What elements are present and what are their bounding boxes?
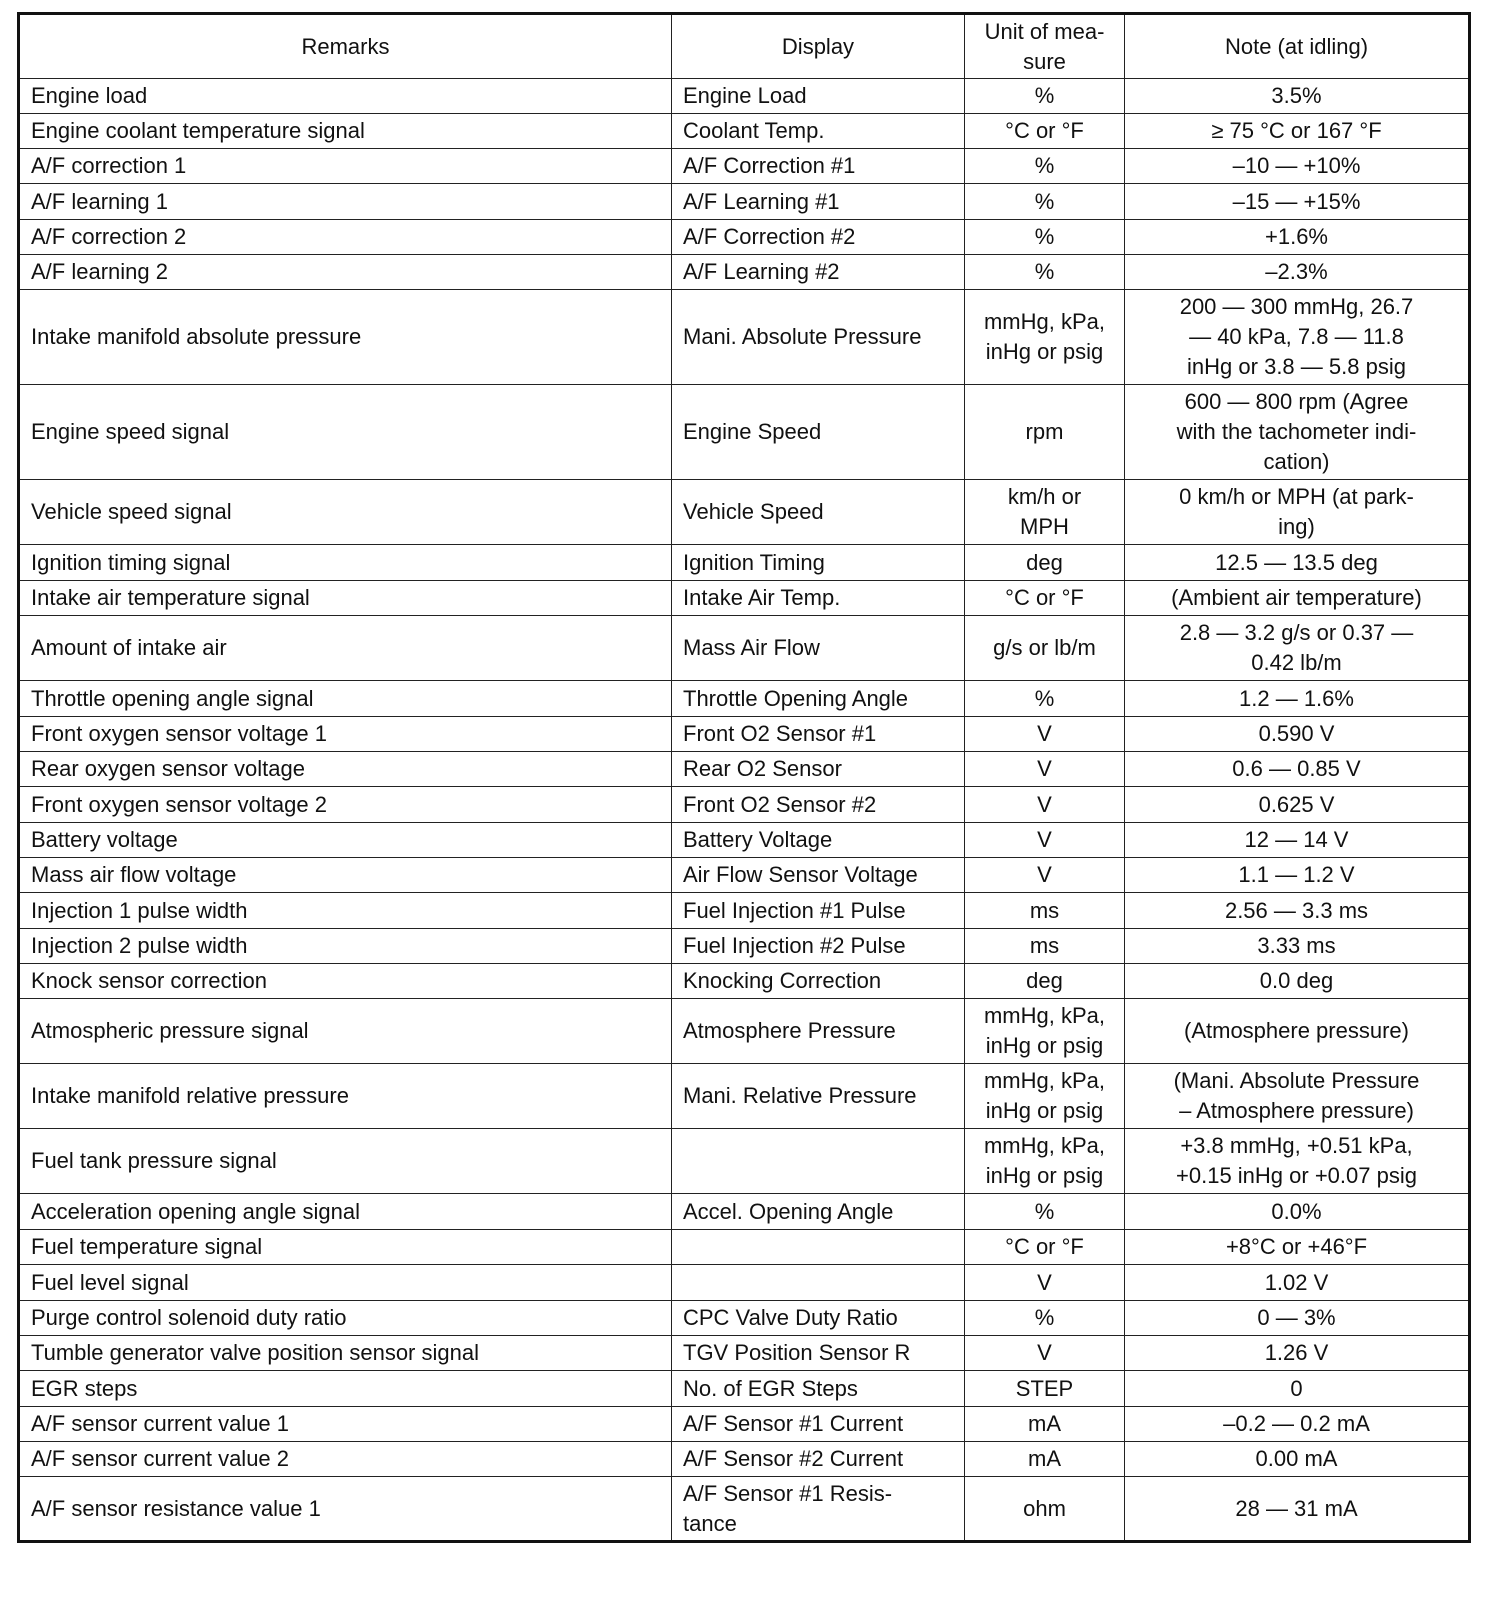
- table-row: [19, 717, 1470, 752]
- display-cell: Vehicle Speed: [672, 480, 965, 545]
- note-cell: +8°C or +46°F: [1125, 1230, 1470, 1265]
- remarks-cell: Engine coolant temperature signal: [19, 114, 672, 149]
- display-cell: A/F Sensor #1 Current: [672, 1407, 965, 1442]
- unit-cell: g/s or lb/m: [965, 616, 1125, 681]
- table-row: [19, 255, 1470, 290]
- display-cell: Fuel Injection #2 Pulse: [672, 929, 965, 964]
- remarks-cell: A/F correction 1: [19, 149, 672, 184]
- unit-cell: V: [965, 858, 1125, 893]
- display-cell: A/F Correction #1: [672, 149, 965, 184]
- table-row: [19, 1371, 1470, 1407]
- display-cell: Mani. Relative Pressure: [672, 1064, 965, 1129]
- remarks-cell: A/F sensor current value 1: [19, 1407, 672, 1442]
- unit-cell: deg: [965, 545, 1125, 581]
- remarks-cell: Battery voltage: [19, 823, 672, 858]
- table-row: [19, 79, 1470, 114]
- note-cell: 1.26 V: [1125, 1336, 1470, 1371]
- table-row: [19, 858, 1470, 893]
- display-cell: Mani. Absolute Pressure: [672, 290, 965, 385]
- remarks-cell: Vehicle speed signal: [19, 480, 672, 545]
- table-row: [19, 999, 1470, 1064]
- display-cell: A/F Learning #2: [672, 255, 965, 290]
- table-row: [19, 1265, 1470, 1301]
- note-cell: 0.6 — 0.85 V: [1125, 752, 1470, 787]
- table-row: [19, 1442, 1470, 1477]
- unit-cell: V: [965, 787, 1125, 823]
- remarks-cell: A/F correction 2: [19, 220, 672, 255]
- remarks-cell: Intake air temperature signal: [19, 581, 672, 616]
- table-row: [19, 114, 1470, 149]
- note-cell: 1.02 V: [1125, 1265, 1470, 1301]
- unit-cell: °C or °F: [965, 1230, 1125, 1265]
- display-cell: A/F Correction #2: [672, 220, 965, 255]
- note-cell: 3.5%: [1125, 79, 1470, 114]
- table-row: [19, 1194, 1470, 1230]
- unit-cell: ohm: [965, 1477, 1125, 1542]
- note-cell: ≥ 75 °C or 167 °F: [1125, 114, 1470, 149]
- remarks-cell: Throttle opening angle signal: [19, 681, 672, 717]
- display-cell: Engine Speed: [672, 385, 965, 480]
- display-cell: Engine Load: [672, 79, 965, 114]
- unit-cell: %: [965, 79, 1125, 114]
- remarks-cell: Engine speed signal: [19, 385, 672, 480]
- table-row: [19, 1064, 1470, 1129]
- note-cell: 0.625 V: [1125, 787, 1470, 823]
- note-cell: 28 — 31 mA: [1125, 1477, 1470, 1542]
- note-cell: 0.00 mA: [1125, 1442, 1470, 1477]
- note-cell: +3.8 mmHg, +0.51 kPa, +0.15 inHg or +0.07 psig: [1125, 1129, 1470, 1194]
- display-cell: [672, 1129, 965, 1194]
- table-row: [19, 752, 1470, 787]
- remarks-cell: Fuel level signal: [19, 1265, 672, 1301]
- remarks-cell: A/F learning 2: [19, 255, 672, 290]
- unit-cell: mA: [965, 1442, 1125, 1477]
- remarks-cell: EGR steps: [19, 1371, 672, 1407]
- table-row: [19, 581, 1470, 616]
- unit-cell: mmHg, kPa, inHg or psig: [965, 999, 1125, 1064]
- note-cell: –10 — +10%: [1125, 149, 1470, 184]
- display-cell: A/F Learning #1: [672, 184, 965, 220]
- display-cell: Ignition Timing: [672, 545, 965, 581]
- table-header-row: [19, 14, 1470, 79]
- remarks-cell: Tumble generator valve position sensor signal: [19, 1336, 672, 1371]
- remarks-cell: Injection 2 pulse width: [19, 929, 672, 964]
- unit-cell: %: [965, 255, 1125, 290]
- unit-cell: deg: [965, 964, 1125, 999]
- table-row: [19, 385, 1470, 480]
- table-row: [19, 220, 1470, 255]
- table-row: [19, 480, 1470, 545]
- remarks-cell: Engine load: [19, 79, 672, 114]
- note-cell: –2.3%: [1125, 255, 1470, 290]
- table-row: [19, 787, 1470, 823]
- unit-cell: %: [965, 220, 1125, 255]
- unit-cell: V: [965, 752, 1125, 787]
- remarks-cell: Intake manifold absolute pressure: [19, 290, 672, 385]
- remarks-cell: Atmospheric pressure signal: [19, 999, 672, 1064]
- remarks-cell: Front oxygen sensor voltage 1: [19, 717, 672, 752]
- remarks-cell: Knock sensor correction: [19, 964, 672, 999]
- unit-cell: V: [965, 823, 1125, 858]
- note-cell: 12 — 14 V: [1125, 823, 1470, 858]
- remarks-cell: Fuel temperature signal: [19, 1230, 672, 1265]
- remarks-cell: Purge control solenoid duty ratio: [19, 1301, 672, 1336]
- table-row: [19, 1477, 1470, 1542]
- header-remarks: Remarks: [19, 14, 672, 79]
- note-cell: 600 — 800 rpm (Agree with the tachometer indi- cation): [1125, 385, 1470, 480]
- display-cell: Throttle Opening Angle: [672, 681, 965, 717]
- note-cell: 1.1 — 1.2 V: [1125, 858, 1470, 893]
- remarks-cell: Ignition timing signal: [19, 545, 672, 581]
- table-row: [19, 929, 1470, 964]
- unit-cell: V: [965, 717, 1125, 752]
- table-row: [19, 149, 1470, 184]
- header-unit: Unit of mea- sure: [965, 14, 1125, 79]
- table-row: [19, 893, 1470, 929]
- note-cell: 0.0 deg: [1125, 964, 1470, 999]
- table-row: [19, 1230, 1470, 1265]
- display-cell: Battery Voltage: [672, 823, 965, 858]
- unit-cell: %: [965, 681, 1125, 717]
- specification-table: [17, 12, 1471, 1543]
- table-row: [19, 184, 1470, 220]
- unit-cell: V: [965, 1265, 1125, 1301]
- unit-cell: mmHg, kPa, inHg or psig: [965, 1129, 1125, 1194]
- display-cell: [672, 1265, 965, 1301]
- unit-cell: ms: [965, 929, 1125, 964]
- table-row: [19, 545, 1470, 581]
- note-cell: (Atmosphere pressure): [1125, 999, 1470, 1064]
- remarks-cell: Acceleration opening angle signal: [19, 1194, 672, 1230]
- unit-cell: ms: [965, 893, 1125, 929]
- table-row: [19, 1336, 1470, 1371]
- table-row: [19, 616, 1470, 681]
- remarks-cell: Amount of intake air: [19, 616, 672, 681]
- table-row: [19, 964, 1470, 999]
- unit-cell: %: [965, 1194, 1125, 1230]
- display-cell: Rear O2 Sensor: [672, 752, 965, 787]
- note-cell: –15 — +15%: [1125, 184, 1470, 220]
- remarks-cell: Front oxygen sensor voltage 2: [19, 787, 672, 823]
- unit-cell: °C or °F: [965, 581, 1125, 616]
- unit-cell: rpm: [965, 385, 1125, 480]
- remarks-cell: Intake manifold relative pressure: [19, 1064, 672, 1129]
- display-cell: Air Flow Sensor Voltage: [672, 858, 965, 893]
- display-cell: Fuel Injection #1 Pulse: [672, 893, 965, 929]
- display-cell: Atmosphere Pressure: [672, 999, 965, 1064]
- note-cell: 12.5 — 13.5 deg: [1125, 545, 1470, 581]
- remarks-cell: Injection 1 pulse width: [19, 893, 672, 929]
- display-cell: No. of EGR Steps: [672, 1371, 965, 1407]
- note-cell: 0 km/h or MPH (at park- ing): [1125, 480, 1470, 545]
- display-cell: CPC Valve Duty Ratio: [672, 1301, 965, 1336]
- unit-cell: mmHg, kPa, inHg or psig: [965, 1064, 1125, 1129]
- note-cell: 0.0%: [1125, 1194, 1470, 1230]
- unit-cell: %: [965, 149, 1125, 184]
- display-cell: Front O2 Sensor #2: [672, 787, 965, 823]
- table-row: [19, 1129, 1470, 1194]
- table-body: [19, 79, 1470, 1542]
- note-cell: 1.2 — 1.6%: [1125, 681, 1470, 717]
- remarks-cell: Rear oxygen sensor voltage: [19, 752, 672, 787]
- display-cell: TGV Position Sensor R: [672, 1336, 965, 1371]
- table-row: [19, 290, 1470, 385]
- note-cell: 3.33 ms: [1125, 929, 1470, 964]
- table-row: [19, 1407, 1470, 1442]
- note-cell: 0 — 3%: [1125, 1301, 1470, 1336]
- table-row: [19, 681, 1470, 717]
- header-display: Display: [672, 14, 965, 79]
- unit-cell: °C or °F: [965, 114, 1125, 149]
- note-cell: 2.56 — 3.3 ms: [1125, 893, 1470, 929]
- unit-cell: mmHg, kPa, inHg or psig: [965, 290, 1125, 385]
- table-row: [19, 1301, 1470, 1336]
- unit-cell: %: [965, 184, 1125, 220]
- unit-cell: km/h or MPH: [965, 480, 1125, 545]
- display-cell: A/F Sensor #2 Current: [672, 1442, 965, 1477]
- display-cell: Knocking Correction: [672, 964, 965, 999]
- remarks-cell: A/F sensor resistance value 1: [19, 1477, 672, 1542]
- note-cell: 200 — 300 mmHg, 26.7 — 40 kPa, 7.8 — 11.8 inHg or 3.8 — 5.8 psig: [1125, 290, 1470, 385]
- display-cell: A/F Sensor #1 Resis- tance: [672, 1477, 965, 1542]
- header-note: Note (at idling): [1125, 14, 1470, 79]
- note-cell: 2.8 — 3.2 g/s or 0.37 — 0.42 lb/m: [1125, 616, 1470, 681]
- unit-cell: V: [965, 1336, 1125, 1371]
- note-cell: (Mani. Absolute Pressure – Atmosphere pressure): [1125, 1064, 1470, 1129]
- unit-cell: %: [965, 1301, 1125, 1336]
- note-cell: (Ambient air temperature): [1125, 581, 1470, 616]
- unit-cell: STEP: [965, 1371, 1125, 1407]
- display-cell: Accel. Opening Angle: [672, 1194, 965, 1230]
- note-cell: –0.2 — 0.2 mA: [1125, 1407, 1470, 1442]
- remarks-cell: Mass air flow voltage: [19, 858, 672, 893]
- remarks-cell: A/F learning 1: [19, 184, 672, 220]
- remarks-cell: A/F sensor current value 2: [19, 1442, 672, 1477]
- display-cell: [672, 1230, 965, 1265]
- display-cell: Coolant Temp.: [672, 114, 965, 149]
- display-cell: Intake Air Temp.: [672, 581, 965, 616]
- note-cell: +1.6%: [1125, 220, 1470, 255]
- note-cell: 0: [1125, 1371, 1470, 1407]
- remarks-cell: Fuel tank pressure signal: [19, 1129, 672, 1194]
- display-cell: Mass Air Flow: [672, 616, 965, 681]
- note-cell: 0.590 V: [1125, 717, 1470, 752]
- table-row: [19, 823, 1470, 858]
- display-cell: Front O2 Sensor #1: [672, 717, 965, 752]
- unit-cell: mA: [965, 1407, 1125, 1442]
